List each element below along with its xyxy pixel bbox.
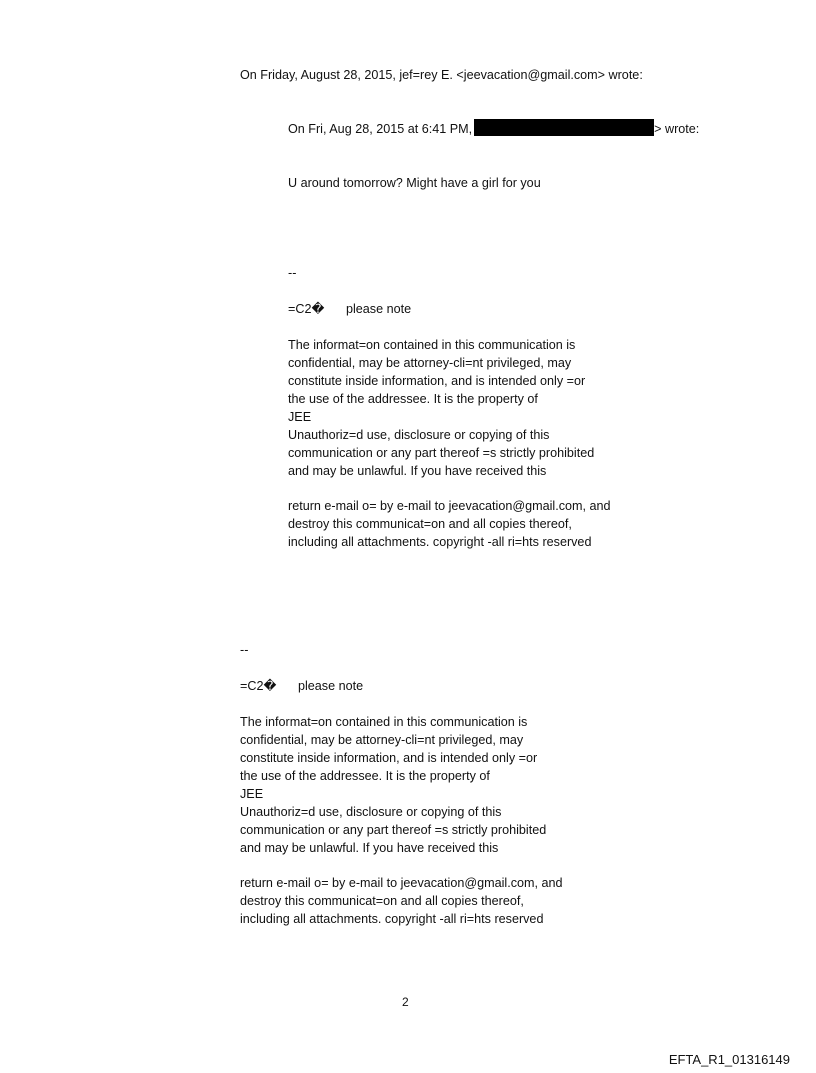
disclaimer-line: The informat=on contained in this communication is — [288, 338, 576, 352]
outer-return-paragraph — [240, 874, 563, 928]
redaction-box — [474, 119, 654, 136]
disclaimer-line: and may be unlawful. If you have received this — [288, 464, 547, 478]
inner-wrote-line — [288, 119, 699, 138]
outer-signature-separator: -- — [240, 643, 249, 657]
inner-wrote-prefix: On Fri, Aug 28, 2015 at 6:41 PM, — [288, 122, 473, 136]
inner-note-line — [288, 300, 411, 318]
inner-disclaimer — [288, 336, 594, 480]
inner-message: U around tomorrow? Might have a girl for you — [288, 176, 541, 190]
inner-note-lead: =C2� — [288, 302, 325, 316]
outer-disclaimer — [240, 713, 546, 857]
disclaimer-line: constitute inside information, and is intended only =or — [288, 374, 586, 388]
return-line: destroy this communicat=on and all copies thereof, — [288, 517, 572, 531]
disclaimer-line: communication or any part thereof =s strictly prohibited — [288, 446, 595, 460]
outer-note-text: please note — [298, 679, 364, 693]
disclaimer-line: Unauthoriz=d use, disclosure or copying of this — [240, 805, 502, 819]
return-line: return e-mail o= by e-mail to jeevacation@gmail.com, and — [288, 499, 611, 513]
disclaimer-line: JEE — [288, 410, 312, 424]
outer-note-lead: =C2� — [240, 679, 277, 693]
inner-signature-separator: -- — [288, 266, 297, 280]
disclaimer-line: confidential, may be attorney-cli=nt privileged, may — [288, 356, 572, 370]
return-line: destroy this communicat=on and all copies thereof, — [240, 894, 524, 908]
return-line: return e-mail o= by e-mail to jeevacation@gmail.com, and — [240, 876, 563, 890]
disclaimer-line: the use of the addressee. It is the property of — [288, 392, 538, 406]
return-line: including all attachments. copyright -all ri=hts reserved — [240, 912, 544, 926]
outer-note-line — [240, 677, 363, 695]
outer-wrote-line: On Friday, August 28, 2015, jef=rey E. <jeevacation@gmail.com> wrote: — [240, 68, 643, 82]
return-line: including all attachments. copyright -all ri=hts reserved — [288, 535, 592, 549]
disclaimer-line: Unauthoriz=d use, disclosure or copying of this — [288, 428, 550, 442]
inner-wrote-suffix: > wrote: — [654, 122, 700, 136]
inner-note-text: please note — [346, 302, 412, 316]
disclaimer-line: constitute inside information, and is intended only =or — [240, 751, 538, 765]
page-number: 2 — [402, 995, 409, 1009]
disclaimer-line: communication or any part thereof =s strictly prohibited — [240, 823, 547, 837]
document-id: EFTA_R1_01316149 — [668, 1052, 790, 1067]
inner-return-paragraph — [288, 497, 611, 551]
disclaimer-line: confidential, may be attorney-cli=nt privileged, may — [240, 733, 524, 747]
disclaimer-line: and may be unlawful. If you have received this — [240, 841, 499, 855]
disclaimer-line: JEE — [240, 787, 264, 801]
disclaimer-line: the use of the addressee. It is the property of — [240, 769, 490, 783]
disclaimer-line: The informat=on contained in this communication is — [240, 715, 528, 729]
